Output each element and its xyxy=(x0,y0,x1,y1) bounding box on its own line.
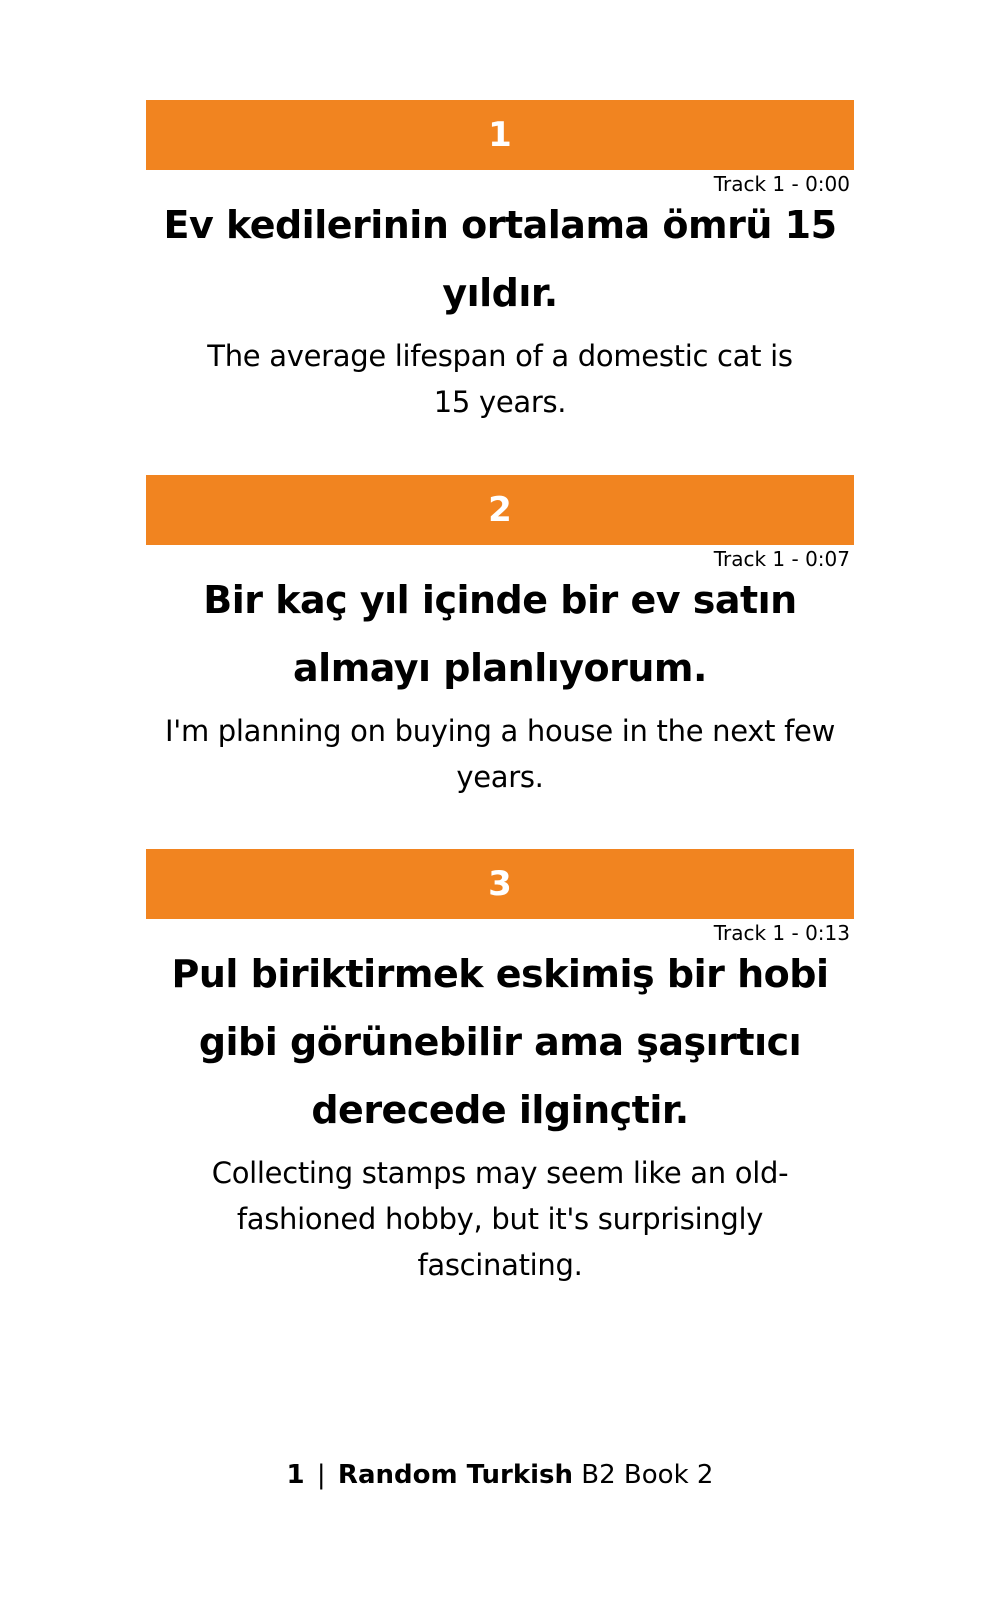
entry-number-banner xyxy=(146,100,854,170)
sentence-entry-2 xyxy=(146,475,854,800)
page-number: 1 xyxy=(286,1460,305,1490)
english-translation: Collecting stamps may seem like an old-fashioned hobby, but it's surprisingly fascinating. xyxy=(211,1156,789,1282)
turkish-sentence: Pul biriktirmek eskimiş bir hobi gibi görünebilir ama şaşırtıcı derecede ilginçtir. xyxy=(171,952,829,1132)
footer-separator: | xyxy=(316,1460,326,1490)
entry-number: 3 xyxy=(488,864,512,904)
english-translation: I'm planning on buying a house in the next few years. xyxy=(165,714,835,794)
entry-number-banner xyxy=(146,849,854,919)
turkish-sentence: Ev kedilerinin ortalama ömrü 15 yıldır. xyxy=(163,203,837,315)
series-title: Random Turkish xyxy=(337,1460,574,1490)
entry-number-banner xyxy=(146,475,854,545)
sentence-entry-1 xyxy=(146,100,854,425)
audio-track-timestamp: Track 1 - 0:00 xyxy=(713,172,850,196)
audio-track-timestamp: Track 1 - 0:13 xyxy=(713,921,850,945)
entry-number: 1 xyxy=(488,115,512,155)
english-translation: The average lifespan of a domestic cat is 15 years. xyxy=(207,339,793,419)
page-footer xyxy=(0,1455,1000,1495)
audio-track-timestamp: Track 1 - 0:07 xyxy=(713,547,850,571)
turkish-sentence: Bir kaç yıl içinde bir ev satın almayı planlıyorum. xyxy=(203,578,797,690)
entry-number: 2 xyxy=(488,490,512,530)
book-title: B2 Book 2 xyxy=(581,1460,714,1490)
sentence-entry-3 xyxy=(146,849,854,1288)
